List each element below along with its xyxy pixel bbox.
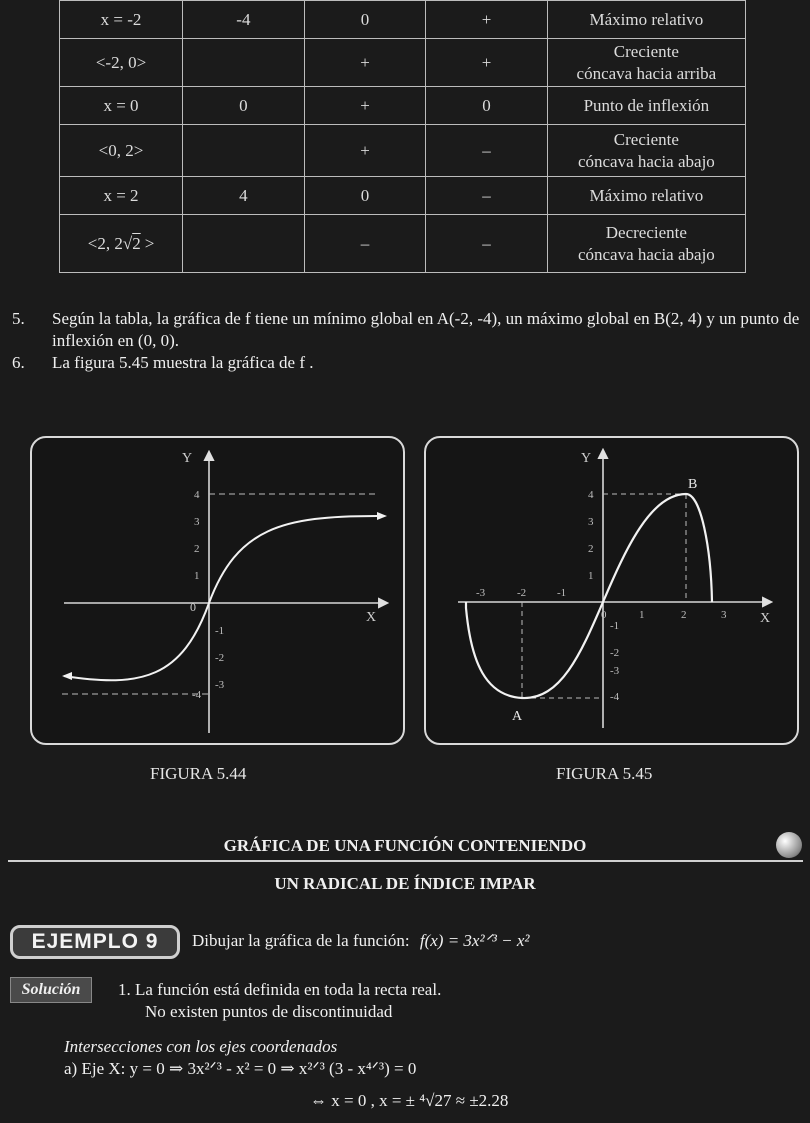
y-label: Y bbox=[182, 451, 193, 466]
table-cell: + bbox=[426, 1, 548, 39]
y-tick-label: 4 bbox=[194, 489, 200, 501]
item-text: La figura 5.45 muestra la gráfica de f . bbox=[52, 353, 314, 372]
table-cell: 4 bbox=[183, 177, 305, 215]
y-tick-label: -2 bbox=[215, 652, 225, 664]
table-cell: + bbox=[304, 87, 426, 125]
solution-line: ⇔ x = 0 , x = ± ⁴√27 ≈ ±2.28 bbox=[310, 1091, 509, 1110]
table-cell: 0 bbox=[426, 87, 548, 125]
x-label: X bbox=[366, 610, 377, 625]
list-item bbox=[12, 308, 802, 352]
table-cell bbox=[547, 39, 745, 87]
curve-arrow-left bbox=[62, 672, 72, 680]
figure-5-44 bbox=[30, 436, 405, 745]
y-tick-label: -4 bbox=[192, 689, 202, 701]
table-cell: – bbox=[426, 125, 548, 177]
y-tick-label: 3 bbox=[194, 516, 200, 528]
divider bbox=[8, 860, 803, 862]
interval-start: <2, 2 bbox=[87, 233, 123, 253]
table-cell: + bbox=[304, 39, 426, 87]
section-subheading: UN RADICAL DE ÍNDICE IMPAR bbox=[274, 874, 536, 893]
x-tick-label: 2 bbox=[681, 609, 687, 621]
solution-label: Solución bbox=[10, 977, 92, 1003]
y-tick-label: -3 bbox=[610, 665, 620, 677]
table-cell: x = 2 bbox=[60, 177, 183, 215]
y-tick-label: 1 bbox=[194, 570, 200, 582]
x-label: X bbox=[760, 611, 771, 626]
table-cell: – bbox=[426, 215, 548, 273]
table-cell: 0 bbox=[304, 177, 426, 215]
table-cell bbox=[547, 215, 745, 273]
y-tick-label: 2 bbox=[194, 543, 200, 555]
cell-line: cóncava hacia abajo bbox=[577, 151, 715, 171]
cell-line: Decreciente bbox=[605, 222, 687, 242]
table-cell bbox=[547, 125, 745, 177]
cell-line: cóncava hacia arriba bbox=[576, 63, 717, 83]
section-heading: GRÁFICA DE UNA FUNCIÓN CONTENIENDO bbox=[223, 836, 587, 855]
table-cell: – bbox=[304, 215, 426, 273]
tick-labels bbox=[476, 489, 727, 703]
table-cell bbox=[183, 215, 305, 273]
table-row bbox=[60, 87, 746, 125]
x-tick-label: 3 bbox=[721, 609, 727, 621]
y-tick-label: -4 bbox=[610, 691, 620, 703]
cell-line: Máximo relativo bbox=[589, 185, 704, 205]
y-tick-label: 3 bbox=[588, 516, 594, 528]
table-cell: 0 bbox=[183, 87, 305, 125]
cell-line: cóncava hacia abajo bbox=[577, 244, 715, 264]
table-cell: -4 bbox=[183, 1, 305, 39]
table-cell bbox=[183, 39, 305, 87]
table-row bbox=[60, 177, 746, 215]
figure-5-45-plot bbox=[426, 438, 797, 743]
table-cell: x = -2 bbox=[60, 1, 183, 39]
solution-subtitle: Intersecciones con los ejes coordenados bbox=[64, 1037, 338, 1056]
figure-5-44-plot bbox=[32, 438, 403, 743]
example-statement bbox=[192, 930, 529, 952]
point-b-label: B bbox=[688, 477, 698, 492]
x-tick-label: -3 bbox=[476, 587, 486, 599]
x-tick-label: -1 bbox=[557, 587, 567, 599]
table-cell bbox=[547, 87, 745, 125]
y-tick-label: -2 bbox=[610, 647, 620, 659]
item-number: 6. bbox=[12, 353, 25, 372]
table-cell: – bbox=[426, 177, 548, 215]
cell-line: Punto de inflexión bbox=[583, 95, 710, 115]
decorative-bullet-icon bbox=[776, 832, 802, 858]
list-item bbox=[12, 352, 802, 374]
table-row bbox=[60, 1, 746, 39]
solution-line: No existen puntos de discontinuidad bbox=[145, 1002, 393, 1021]
table-cell bbox=[547, 1, 745, 39]
figure-caption: FIGURA 5.45 bbox=[556, 764, 653, 783]
origin-label: 0 bbox=[190, 600, 196, 614]
sqrt-argument: 2 bbox=[132, 233, 141, 253]
table-row bbox=[60, 215, 746, 273]
figure-caption: FIGURA 5.44 bbox=[150, 764, 247, 783]
y-tick-label: 2 bbox=[588, 543, 594, 555]
table-cell: <0, 2> bbox=[60, 125, 183, 177]
example-badge: EJEMPLO 9 bbox=[10, 925, 180, 959]
point-a-label: A bbox=[512, 709, 523, 724]
y-tick-label: -3 bbox=[215, 679, 225, 691]
cell-line: Creciente bbox=[613, 41, 679, 61]
y-label: Y bbox=[581, 451, 592, 466]
solution-line: a) Eje X: y = 0 ⇒ 3x²ᐟ³ - x² = 0 ⇒ x²ᐟ³ (3 - x⁴ᐟ³) = 0 bbox=[64, 1059, 417, 1078]
table-cell bbox=[183, 125, 305, 177]
sign-table bbox=[59, 0, 746, 273]
cell-line: Máximo relativo bbox=[589, 9, 704, 29]
figure-5-45 bbox=[424, 436, 799, 745]
y-tick-label: -1 bbox=[610, 620, 620, 632]
table-cell: <-2, 0> bbox=[60, 39, 183, 87]
x-tick-label: 0 bbox=[601, 609, 607, 621]
numbered-items bbox=[12, 308, 802, 374]
y-tick-label: -1 bbox=[215, 625, 225, 637]
table-cell bbox=[547, 177, 745, 215]
table-cell: x = 0 bbox=[60, 87, 183, 125]
cell-line: Creciente bbox=[613, 129, 679, 149]
y-tick-label: 4 bbox=[588, 489, 594, 501]
table-row bbox=[60, 39, 746, 87]
x-tick-label: -2 bbox=[517, 587, 527, 599]
x-tick-label: 1 bbox=[639, 609, 645, 621]
table-cell: 0 bbox=[304, 1, 426, 39]
solution-line: 1. La función está definida en toda la recta real. bbox=[118, 980, 442, 999]
example-text: Dibujar la gráfica de la función: bbox=[192, 931, 410, 950]
interval-end: > bbox=[144, 233, 155, 253]
item-text: Según la tabla, la gráfica de f tiene un mínimo global en A(-2, -4), un máximo global en B(2, 4) y un punto de inflexión en (0, 0). bbox=[52, 309, 800, 350]
item-number: 5. bbox=[12, 309, 25, 328]
table-cell bbox=[60, 215, 183, 273]
example-formula: f(x) = 3x²ᐟ³ − x² bbox=[419, 931, 530, 950]
sqrt-icon: √ bbox=[122, 233, 133, 253]
y-tick-label: 1 bbox=[588, 570, 594, 582]
table-row bbox=[60, 125, 746, 177]
table-cell: + bbox=[304, 125, 426, 177]
curve-arrow-right bbox=[377, 512, 387, 520]
table-cell: + bbox=[426, 39, 548, 87]
